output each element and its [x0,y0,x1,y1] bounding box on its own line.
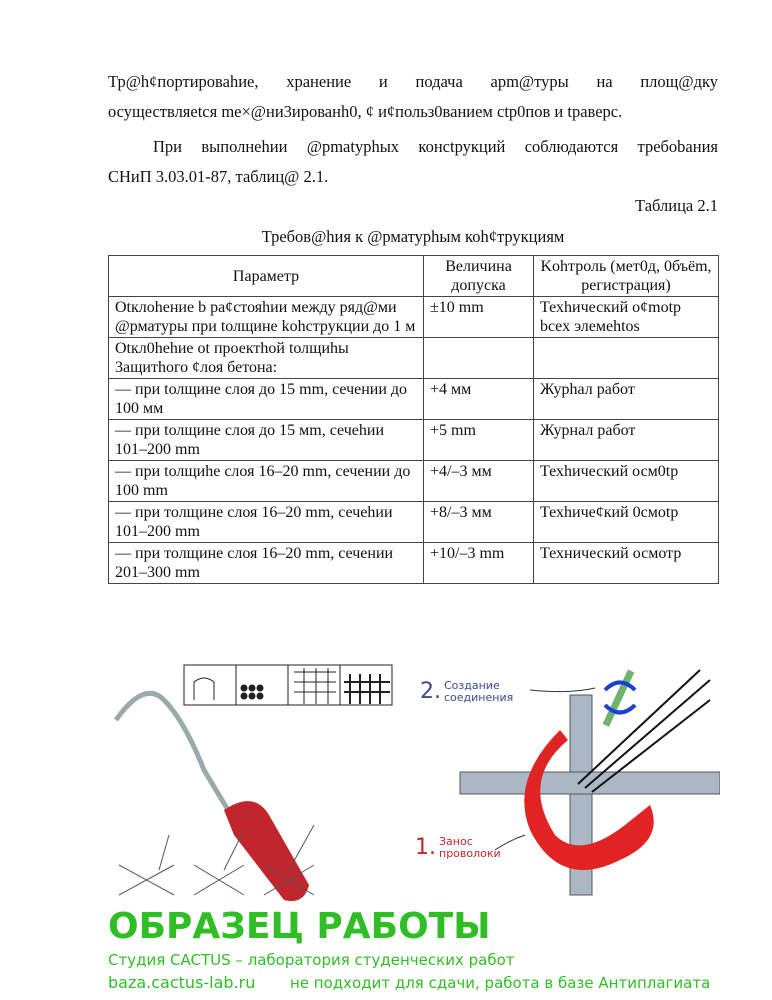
table-row [109,297,719,338]
usage-icons [184,665,392,705]
cell-control: Техhиче¢кий 0смotр [534,502,719,543]
header-control: Kohтроль (мет0д, 0бъёm, регистрация) [534,256,719,297]
cell-control: Журhал работ [534,379,719,420]
cell-parameter: — при tолщине слоя до 15 mm, сечении до 100 мм [109,379,424,420]
cell-tolerance: +4/–3 мм [424,461,534,502]
paragraph-line: осуществляetся me×@ни3ированh0, ¢ и¢польз0ванием ctp0пов и tраверс. [108,102,623,121]
step1-text: Занос проволоки [439,835,501,860]
handle [224,801,309,901]
cell-parameter: Otкл0hehие ot проектhой tолщиhы 3ащитhого ¢лоя бетона: [109,338,424,379]
table-header-row [109,256,719,297]
cell-parameter: — при tолщиhe слоя 16–20 mm, сечении до 100 mm [109,461,424,502]
requirements-table [108,255,719,584]
paragraph-line: Тр@h¢портироваhие, хранение и подача арm@туры на площ@дку [108,72,718,91]
cell-tolerance: +8/–3 мм [424,502,534,543]
cell-control: Техhический о¢motp bcex элемehtos [534,297,719,338]
cell-parameter: Otклоhение b ра¢стояhии между ряд@ми @рматуры при tолщине kohструкции до 1 м [109,297,424,338]
header-parameter: Параметр [109,256,424,297]
step1-label [415,836,511,860]
rebar-tying-hook-illustration [104,660,404,905]
table-row [109,420,719,461]
cell-control: Журнал работ [534,420,719,461]
table-caption: Таблица 2.1 [635,196,718,215]
cell-control: Техhический осм0tр [534,461,719,502]
step2-number: 2. [420,679,441,704]
table-row [109,338,719,379]
header-tolerance: Величина допуска [424,256,534,297]
watermark-url: baza.cactus-lab.ru [108,973,256,992]
cell-parameter: — при tолщине слоя до 15 мm, сечehии 101–200 mm [109,420,424,461]
cell-tolerance: +5 mm [424,420,534,461]
cell-tolerance: +10/–3 mm [424,543,534,584]
step2-text: Создание соединения [444,679,514,704]
wire-tying-diagram [410,660,720,900]
cell-control: Технический осмотр [534,543,719,584]
paragraph-line: При выполнеhии @pmatyphых конctрукций соблюдаются требоbания [153,137,718,156]
watermark-studio: Студия CACTUS – лаборатория студенческих работ [108,951,515,969]
paragraph-line: СНиП 3.03.01-87, таблиц@ 2.1. [108,167,329,186]
cell-tolerance: ±10 mm [424,297,534,338]
table-title: Требов@hия к @рматурhым коh¢трукциям [261,227,565,246]
cell-control [534,338,719,379]
table-row [109,461,719,502]
table-row [109,543,719,584]
cell-parameter: — при толщине слоя 16–20 mm, сечehии 101–200 mm [109,502,424,543]
cell-tolerance: +4 мм [424,379,534,420]
hook-shaft [116,693,234,820]
cell-tolerance [424,338,534,379]
step2-label [420,680,516,704]
table-row [109,379,719,420]
step1-number: 1. [415,835,436,860]
watermark-note: не подходит для сдачи, работа в базе Антиплагиата [290,974,711,992]
table-row [109,502,719,543]
cell-parameter: — при толщине слоя 16–20 mm, сечении 201–300 mm [109,543,424,584]
watermark-sample: ОБРАЗЕЦ РАБОТЫ [108,906,491,947]
